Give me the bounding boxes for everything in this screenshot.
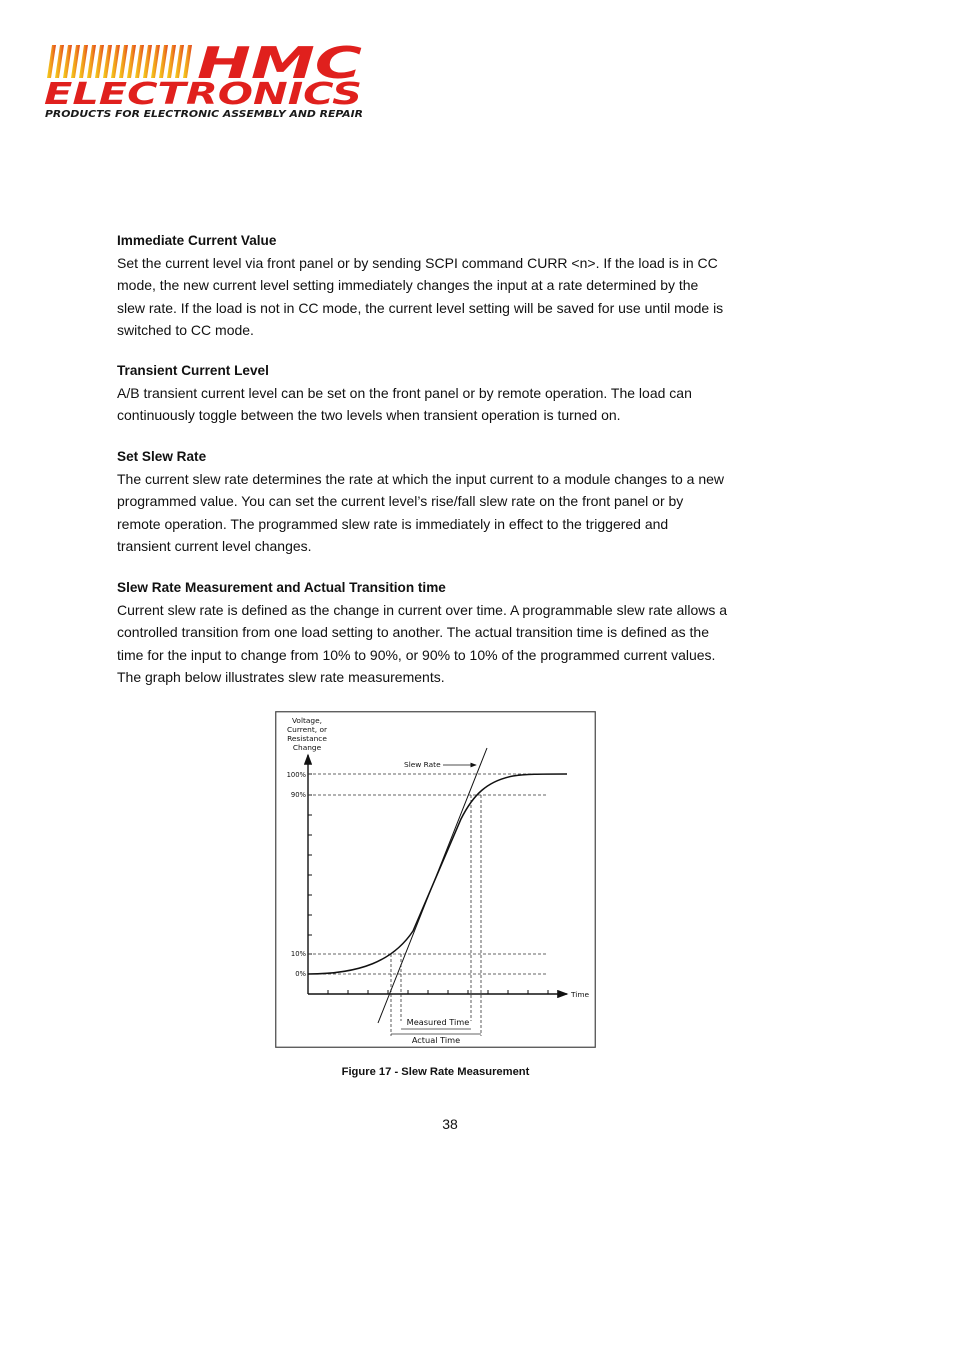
logo-electronics: ELECTRONICS xyxy=(44,77,362,112)
paragraph-line: slew rate. If the load is not in CC mode, the current level setting will be saved for use until mode is xyxy=(117,299,724,316)
paragraph-line: Current slew rate is defined as the change in current over time. A programmable slew rate allows a xyxy=(117,602,728,618)
section-heading: Slew Rate Measurement and Actual Transition time xyxy=(117,580,446,595)
actual-time-label: Actual Time xyxy=(411,1035,461,1045)
level-label-0: 0% xyxy=(295,970,306,978)
page-number: 38 xyxy=(442,1116,458,1132)
level-label-10: 10% xyxy=(290,950,306,958)
paragraph-line: Set the current level via front panel or by sending SCPI command CURR <n>. If the load is in CC xyxy=(117,255,718,271)
slew-rate-label: Slew Rate xyxy=(404,760,441,769)
paragraph-line: controlled transition from one load setting to another. The actual transition time is defined as the xyxy=(117,624,709,641)
y-axis-label-line: Resistance xyxy=(287,734,327,743)
section-heading: Transient Current Level xyxy=(117,363,269,378)
section-slew-rate-measurement xyxy=(117,577,767,688)
paragraph-line: time for the input to change from 10% to 90%, or 90% to 10% of the programmed current values. xyxy=(117,646,716,663)
figure-caption: Figure 17 - Slew Rate Measurement xyxy=(341,1066,530,1078)
paragraph-line: mode, the new current level setting immediately changes the input at a rate determined by the xyxy=(117,277,699,294)
paragraph-line: continuously toggle between the two levels when transient operation is turned on. xyxy=(117,407,621,424)
hmc-electronics-logo xyxy=(42,40,367,122)
x-axis-label: Time xyxy=(571,990,590,999)
y-axis-label-line: Change xyxy=(292,743,322,752)
y-axis-label-line: Current, or xyxy=(286,725,328,734)
slew-rate-diagram xyxy=(275,711,596,1048)
y-axis-label-line: Voltage, xyxy=(291,716,323,725)
paragraph-line: A/B transient current level can be set on the front panel or by remote operation. The load can xyxy=(117,385,692,401)
paragraph-line: The current slew rate determines the rate at which the input current to a module changes to a new xyxy=(117,471,724,487)
paragraph-line: transient current level changes. xyxy=(117,537,312,554)
paragraph-line: The graph below illustrates slew rate measurements. xyxy=(117,668,445,685)
level-label-90: 90% xyxy=(290,791,306,799)
logo-hmc: HMC xyxy=(197,40,362,89)
logo-tagline: PRODUCTS FOR ELECTRONIC ASSEMBLY AND REPAIR xyxy=(45,109,363,120)
section-immediate-current-value xyxy=(117,230,767,341)
paragraph-line: remote operation. The programmed slew rate is immediately in effect to the triggered and xyxy=(117,515,669,532)
paragraph-line: switched to CC mode. xyxy=(117,321,254,338)
section-heading: Set Slew Rate xyxy=(117,449,207,464)
measured-time-label: Measured Time xyxy=(406,1017,470,1027)
section-heading: Immediate Current Value xyxy=(117,233,277,248)
section-transient-current-level xyxy=(117,360,767,427)
paragraph-line: programmed value. You can set the current level’s rise/fall slew rate on the front panel or by xyxy=(117,493,684,510)
level-label-100: 100% xyxy=(286,771,306,779)
section-set-slew-rate xyxy=(117,446,767,557)
